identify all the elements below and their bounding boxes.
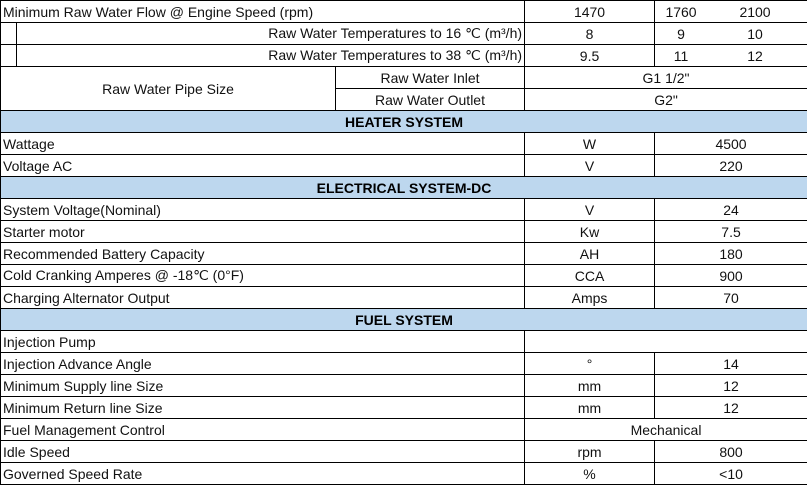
temp-16-label: Raw Water Temperatures to 16 ℃ (m³/h) bbox=[17, 23, 525, 45]
spec-unit: W bbox=[525, 133, 655, 155]
spec-value: 24 bbox=[655, 199, 807, 221]
pipe-inlet-row bbox=[1, 67, 807, 89]
spec-name: Fuel Management Control bbox=[1, 419, 525, 441]
spec-value: 220 bbox=[655, 155, 807, 177]
spec-value: Mechanical bbox=[525, 419, 807, 441]
raw-water-flow-row bbox=[1, 1, 807, 23]
fuel-section-title: FUEL SYSTEM bbox=[1, 309, 807, 331]
spec-row bbox=[1, 243, 807, 265]
temp-38-value-2: 11 bbox=[673, 47, 689, 64]
spec-value: 900 bbox=[655, 265, 807, 287]
spec-row bbox=[1, 287, 807, 309]
spec-name: Minimum Supply line Size bbox=[1, 375, 525, 397]
spec-unit: mm bbox=[525, 397, 655, 419]
spec-unit: Amps bbox=[525, 287, 655, 309]
spec-name: Wattage bbox=[1, 133, 525, 155]
spec-unit: rpm bbox=[525, 441, 655, 463]
spec-name: Charging Alternator Output bbox=[1, 287, 525, 309]
speed-1760-2100 bbox=[655, 1, 807, 23]
spec-name: Injection Pump bbox=[1, 331, 525, 353]
spec-unit: Kw bbox=[525, 221, 655, 243]
spec-value: 14 bbox=[655, 353, 807, 375]
speed-2100: 2100 bbox=[739, 3, 771, 20]
spec-value: 7.5 bbox=[655, 221, 807, 243]
spec-value: <10 bbox=[655, 463, 807, 485]
spec-value: 180 bbox=[655, 243, 807, 265]
spec-unit: AH bbox=[525, 243, 655, 265]
pipe-size-label: Raw Water Pipe Size bbox=[1, 67, 336, 111]
raw-water-flow-label: Minimum Raw Water Flow @ Engine Speed (rpm) bbox=[1, 1, 525, 23]
spec-value: 70 bbox=[655, 287, 807, 309]
temp-38-values-2-3 bbox=[655, 45, 807, 67]
speed-1760: 1760 bbox=[665, 3, 697, 20]
temp-16-value-2: 9 bbox=[677, 25, 685, 42]
electrical-section-header bbox=[1, 177, 807, 199]
spec-row bbox=[1, 265, 807, 287]
spec-unit: % bbox=[525, 463, 655, 485]
spec-row bbox=[1, 441, 807, 463]
spec-value: 4500 bbox=[655, 133, 807, 155]
spec-row bbox=[1, 133, 807, 155]
spec-value: 12 bbox=[655, 397, 807, 419]
spec-unit: V bbox=[525, 155, 655, 177]
spec-value-empty bbox=[525, 331, 807, 353]
spec-value: 12 bbox=[655, 375, 807, 397]
spec-unit: V bbox=[525, 199, 655, 221]
spec-row bbox=[1, 397, 807, 419]
spec-name: Injection Advance Angle bbox=[1, 353, 525, 375]
outlet-value: G2" bbox=[525, 89, 807, 111]
spec-name: Idle Speed bbox=[1, 441, 525, 463]
electrical-section-title: ELECTRICAL SYSTEM-DC bbox=[1, 177, 807, 199]
temp-16-value-1: 8 bbox=[525, 23, 655, 45]
inlet-label: Raw Water Inlet bbox=[336, 67, 525, 89]
spec-name: Voltage AC bbox=[1, 155, 525, 177]
spec-row bbox=[1, 419, 807, 441]
spec-unit: ° bbox=[525, 353, 655, 375]
spec-row bbox=[1, 331, 807, 353]
spec-name: System Voltage(Nominal) bbox=[1, 199, 525, 221]
spec-unit: CCA bbox=[525, 265, 655, 287]
outlet-label: Raw Water Outlet bbox=[336, 89, 525, 111]
spec-row bbox=[1, 155, 807, 177]
inlet-value: G1 1/2" bbox=[525, 67, 807, 89]
heater-section-header bbox=[1, 111, 807, 133]
spec-row bbox=[1, 221, 807, 243]
indent-cell bbox=[1, 45, 17, 67]
indent-cell bbox=[1, 23, 17, 45]
spec-row bbox=[1, 199, 807, 221]
spec-row bbox=[1, 375, 807, 397]
temp-38-row bbox=[1, 45, 807, 67]
temp-16-value-3: 10 bbox=[747, 25, 763, 42]
spec-name: Governed Speed Rate bbox=[1, 463, 525, 485]
spec-name: Recommended Battery Capacity bbox=[1, 243, 525, 265]
heater-section-title: HEATER SYSTEM bbox=[1, 111, 807, 133]
spec-name: Cold Cranking Amperes @ -18℃ (0°F) bbox=[1, 265, 525, 287]
temp-16-row bbox=[1, 23, 807, 45]
temp-38-label: Raw Water Temperatures to 38 ℃ (m³/h) bbox=[17, 45, 525, 67]
temp-38-value-1: 9.5 bbox=[525, 45, 655, 67]
spec-unit: mm bbox=[525, 375, 655, 397]
fuel-section-header bbox=[1, 309, 807, 331]
temp-38-value-3: 12 bbox=[747, 47, 763, 64]
spec-row bbox=[1, 353, 807, 375]
spec-row bbox=[1, 463, 807, 485]
spec-value: 800 bbox=[655, 441, 807, 463]
temp-16-values-2-3 bbox=[655, 23, 807, 45]
spec-name: Starter motor bbox=[1, 221, 525, 243]
speed-1470: 1470 bbox=[525, 1, 655, 23]
spec-name: Minimum Return line Size bbox=[1, 397, 525, 419]
